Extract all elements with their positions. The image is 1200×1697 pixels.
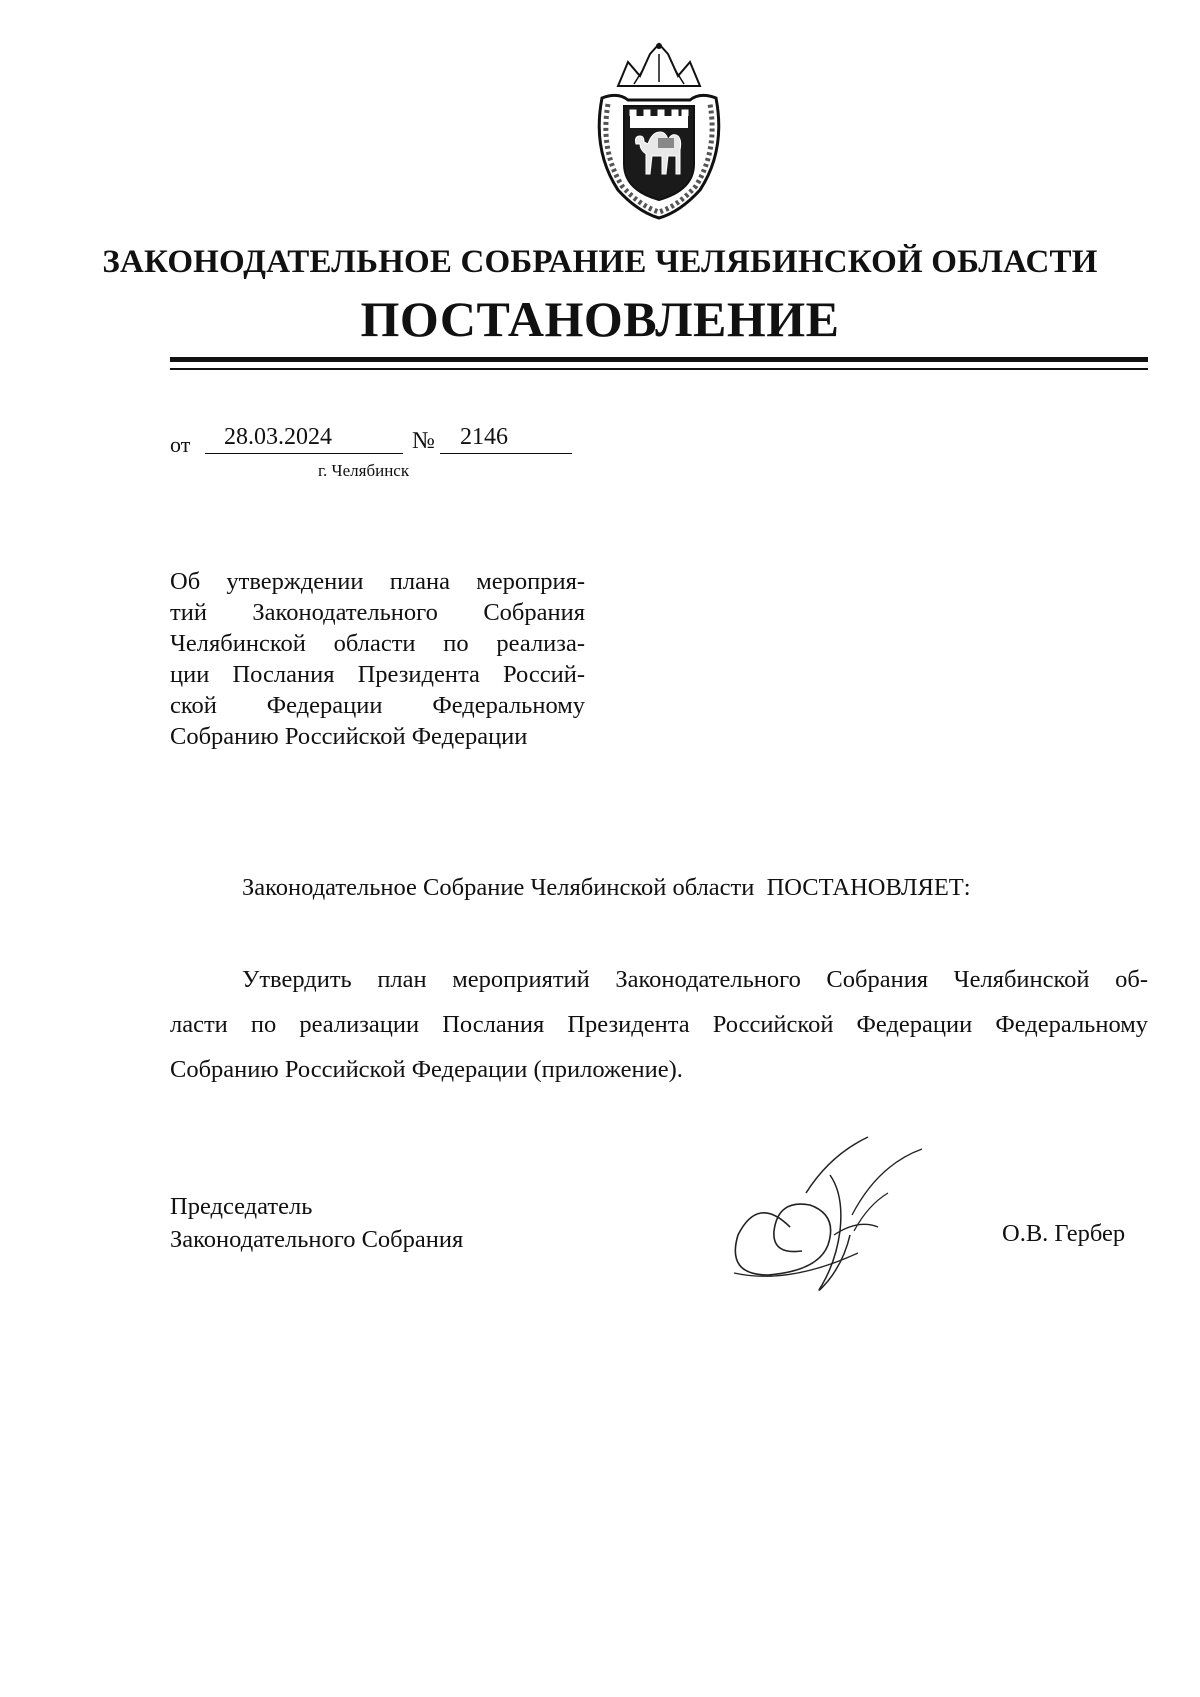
document-number: 2146 bbox=[460, 424, 508, 450]
document-date: 28.03.2024 bbox=[224, 424, 332, 450]
body-line: Утвердить план мероприятий Законодательного Собрания Челябинской об- bbox=[242, 966, 1148, 993]
signer-name: О.В. Гербер bbox=[1002, 1220, 1126, 1247]
subject-line: Челябинской области по реализа- bbox=[170, 630, 585, 657]
document-subject bbox=[170, 566, 585, 752]
body-line: ласти по реализации Послания Президента Российской Федерации Федеральному bbox=[170, 1011, 1148, 1038]
body-line: Собранию Российской Федерации (приложение). bbox=[170, 1056, 683, 1083]
resolution-body bbox=[170, 957, 1148, 1092]
subject-line: ской Федерации Федеральному bbox=[170, 692, 585, 719]
chairman-position bbox=[170, 1190, 463, 1256]
date-underline bbox=[205, 453, 403, 454]
subject-line: ции Послания Президента Россий- bbox=[170, 661, 585, 688]
city-label: г. Челябинск bbox=[318, 461, 410, 480]
document-type-title: ПОСТАНОВЛЕНИЕ bbox=[360, 291, 840, 347]
subject-line: тий Законодательного Собрания bbox=[170, 599, 585, 626]
resolves-statement: Законодательное Собрание Челябинской области ПОСТАНОВЛЯЕТ: bbox=[242, 874, 971, 901]
number-underline bbox=[440, 453, 572, 454]
position-line: Председатель bbox=[170, 1193, 313, 1220]
header-divider-thick bbox=[170, 357, 1148, 362]
coat-of-arms-icon bbox=[578, 40, 740, 222]
date-label: от bbox=[170, 432, 191, 457]
subject-line: Собранию Российской Федерации bbox=[170, 723, 528, 750]
position-line: Законодательного Собрания bbox=[170, 1226, 464, 1253]
handwritten-signature-icon bbox=[718, 1135, 958, 1295]
organization-title: ЗАКОНОДАТЕЛЬНОЕ СОБРАНИЕ ЧЕЛЯБИНСКОЙ ОБЛАСТИ bbox=[102, 244, 1098, 280]
header-divider-thin bbox=[170, 368, 1148, 370]
number-label: № bbox=[412, 428, 435, 454]
subject-line: Об утверждении плана мероприя- bbox=[170, 568, 585, 595]
